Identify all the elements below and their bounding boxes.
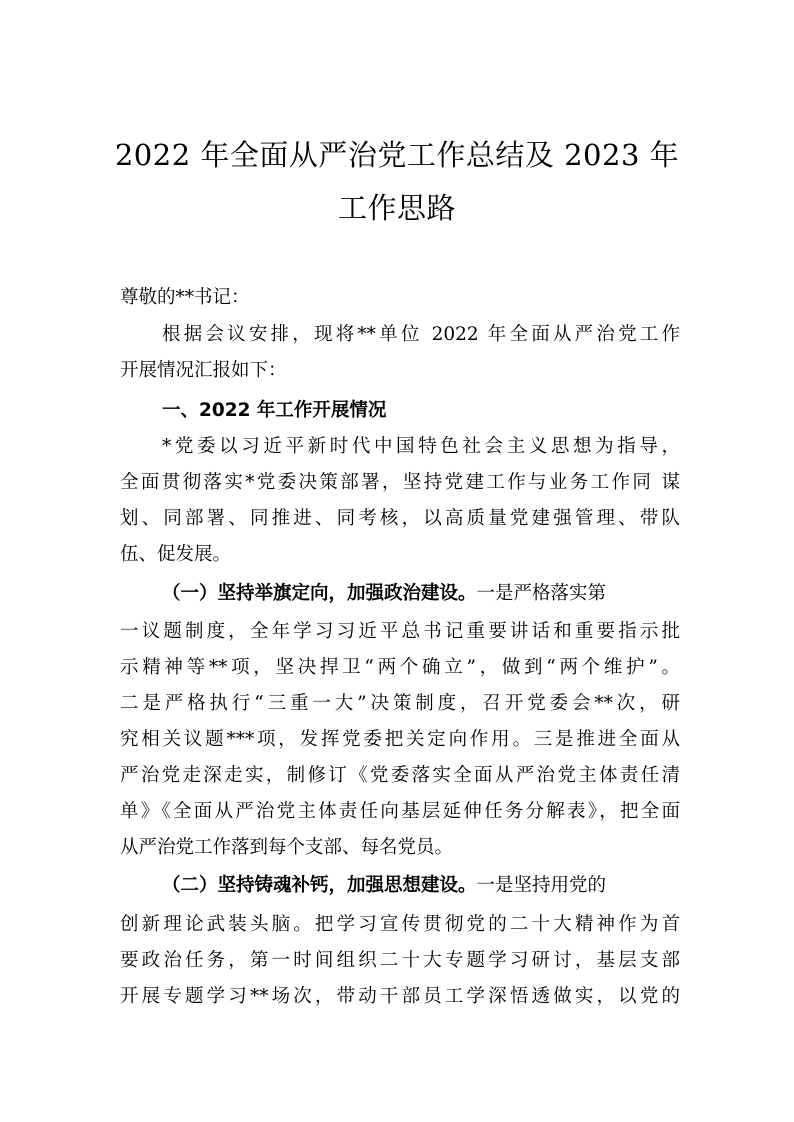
item-1-line-7: 单》《全面从严治党主体责任向基层延伸任务分解表》，把全面 — [120, 801, 680, 822]
item-1-line-5: 究相关议题***项，发挥党委把关定向作用。三是推进全面从 — [120, 729, 680, 750]
salutation: 尊敬的**书记： — [120, 287, 250, 308]
section-1-body-line-1: *党委以习近平新时代中国特色社会主义思想为指导， — [162, 436, 680, 457]
item-2-lead: （二）坚持铸魂补钙，加强思想建设。 — [162, 875, 477, 896]
item-1-lead: （一）坚持举旗定向，加强政治建设。 — [162, 583, 477, 604]
item-2-first-line — [162, 871, 680, 901]
item-2-line-1-rest: 一是坚持用党的 — [476, 875, 607, 896]
item-1-line-2: 一议题制度，全年学习习近平总书记重要讲话和重要指示批 — [120, 621, 680, 642]
item-1-line-4: 二是严格执行“三重一大”决策制度，召开党委会**次，研 — [120, 693, 680, 714]
document-title-line-2: 工作思路 — [337, 191, 456, 225]
section-1-body-line-3: 划、同部署、同推进、同考核，以高质量党建强管理、带队 — [120, 508, 680, 529]
document-title-line-1: 2022 年全面从严治党工作总结及 2023 年 — [114, 138, 680, 172]
section-1-body-line-2: 全面贯彻落实*党委决策部署，坚持党建工作与业务工作同 谋 — [120, 472, 680, 493]
section-1-heading: 一、2022 年工作开展情况 — [162, 400, 387, 421]
item-2-line-4: 开展专题学习**场次，带动干部员工学深悟透做实，以党的 — [120, 986, 680, 1007]
item-2-line-2: 创新理论武装头脑。把学习宣传贯彻党的二十大精神作为首 — [120, 914, 680, 935]
section-1-body-line-4: 伍、促发展。 — [120, 544, 232, 565]
item-1-line-8: 从严治党工作落到每个支部、每名党员。 — [120, 837, 454, 858]
item-1-line-3: 示精神等**项，坚决捍卫“两个确立”，做到“两个维护”。 — [120, 657, 680, 678]
item-1-first-line — [162, 579, 680, 609]
intro-line-1: 根据会议安排，现将**单位 2022 年全面从严治党工作 — [162, 324, 680, 345]
intro-line-2: 开展情况汇报如下： — [120, 360, 287, 381]
item-1-line-6: 严治党走深走实，制修订《党委落实全面从严治党主体责任清 — [120, 765, 680, 786]
item-1-line-1-rest: 一是严格落实第 — [476, 583, 607, 604]
item-2-line-3: 要政治任务，第一时间组织二十大专题学习研讨，基层支部 — [120, 950, 680, 971]
